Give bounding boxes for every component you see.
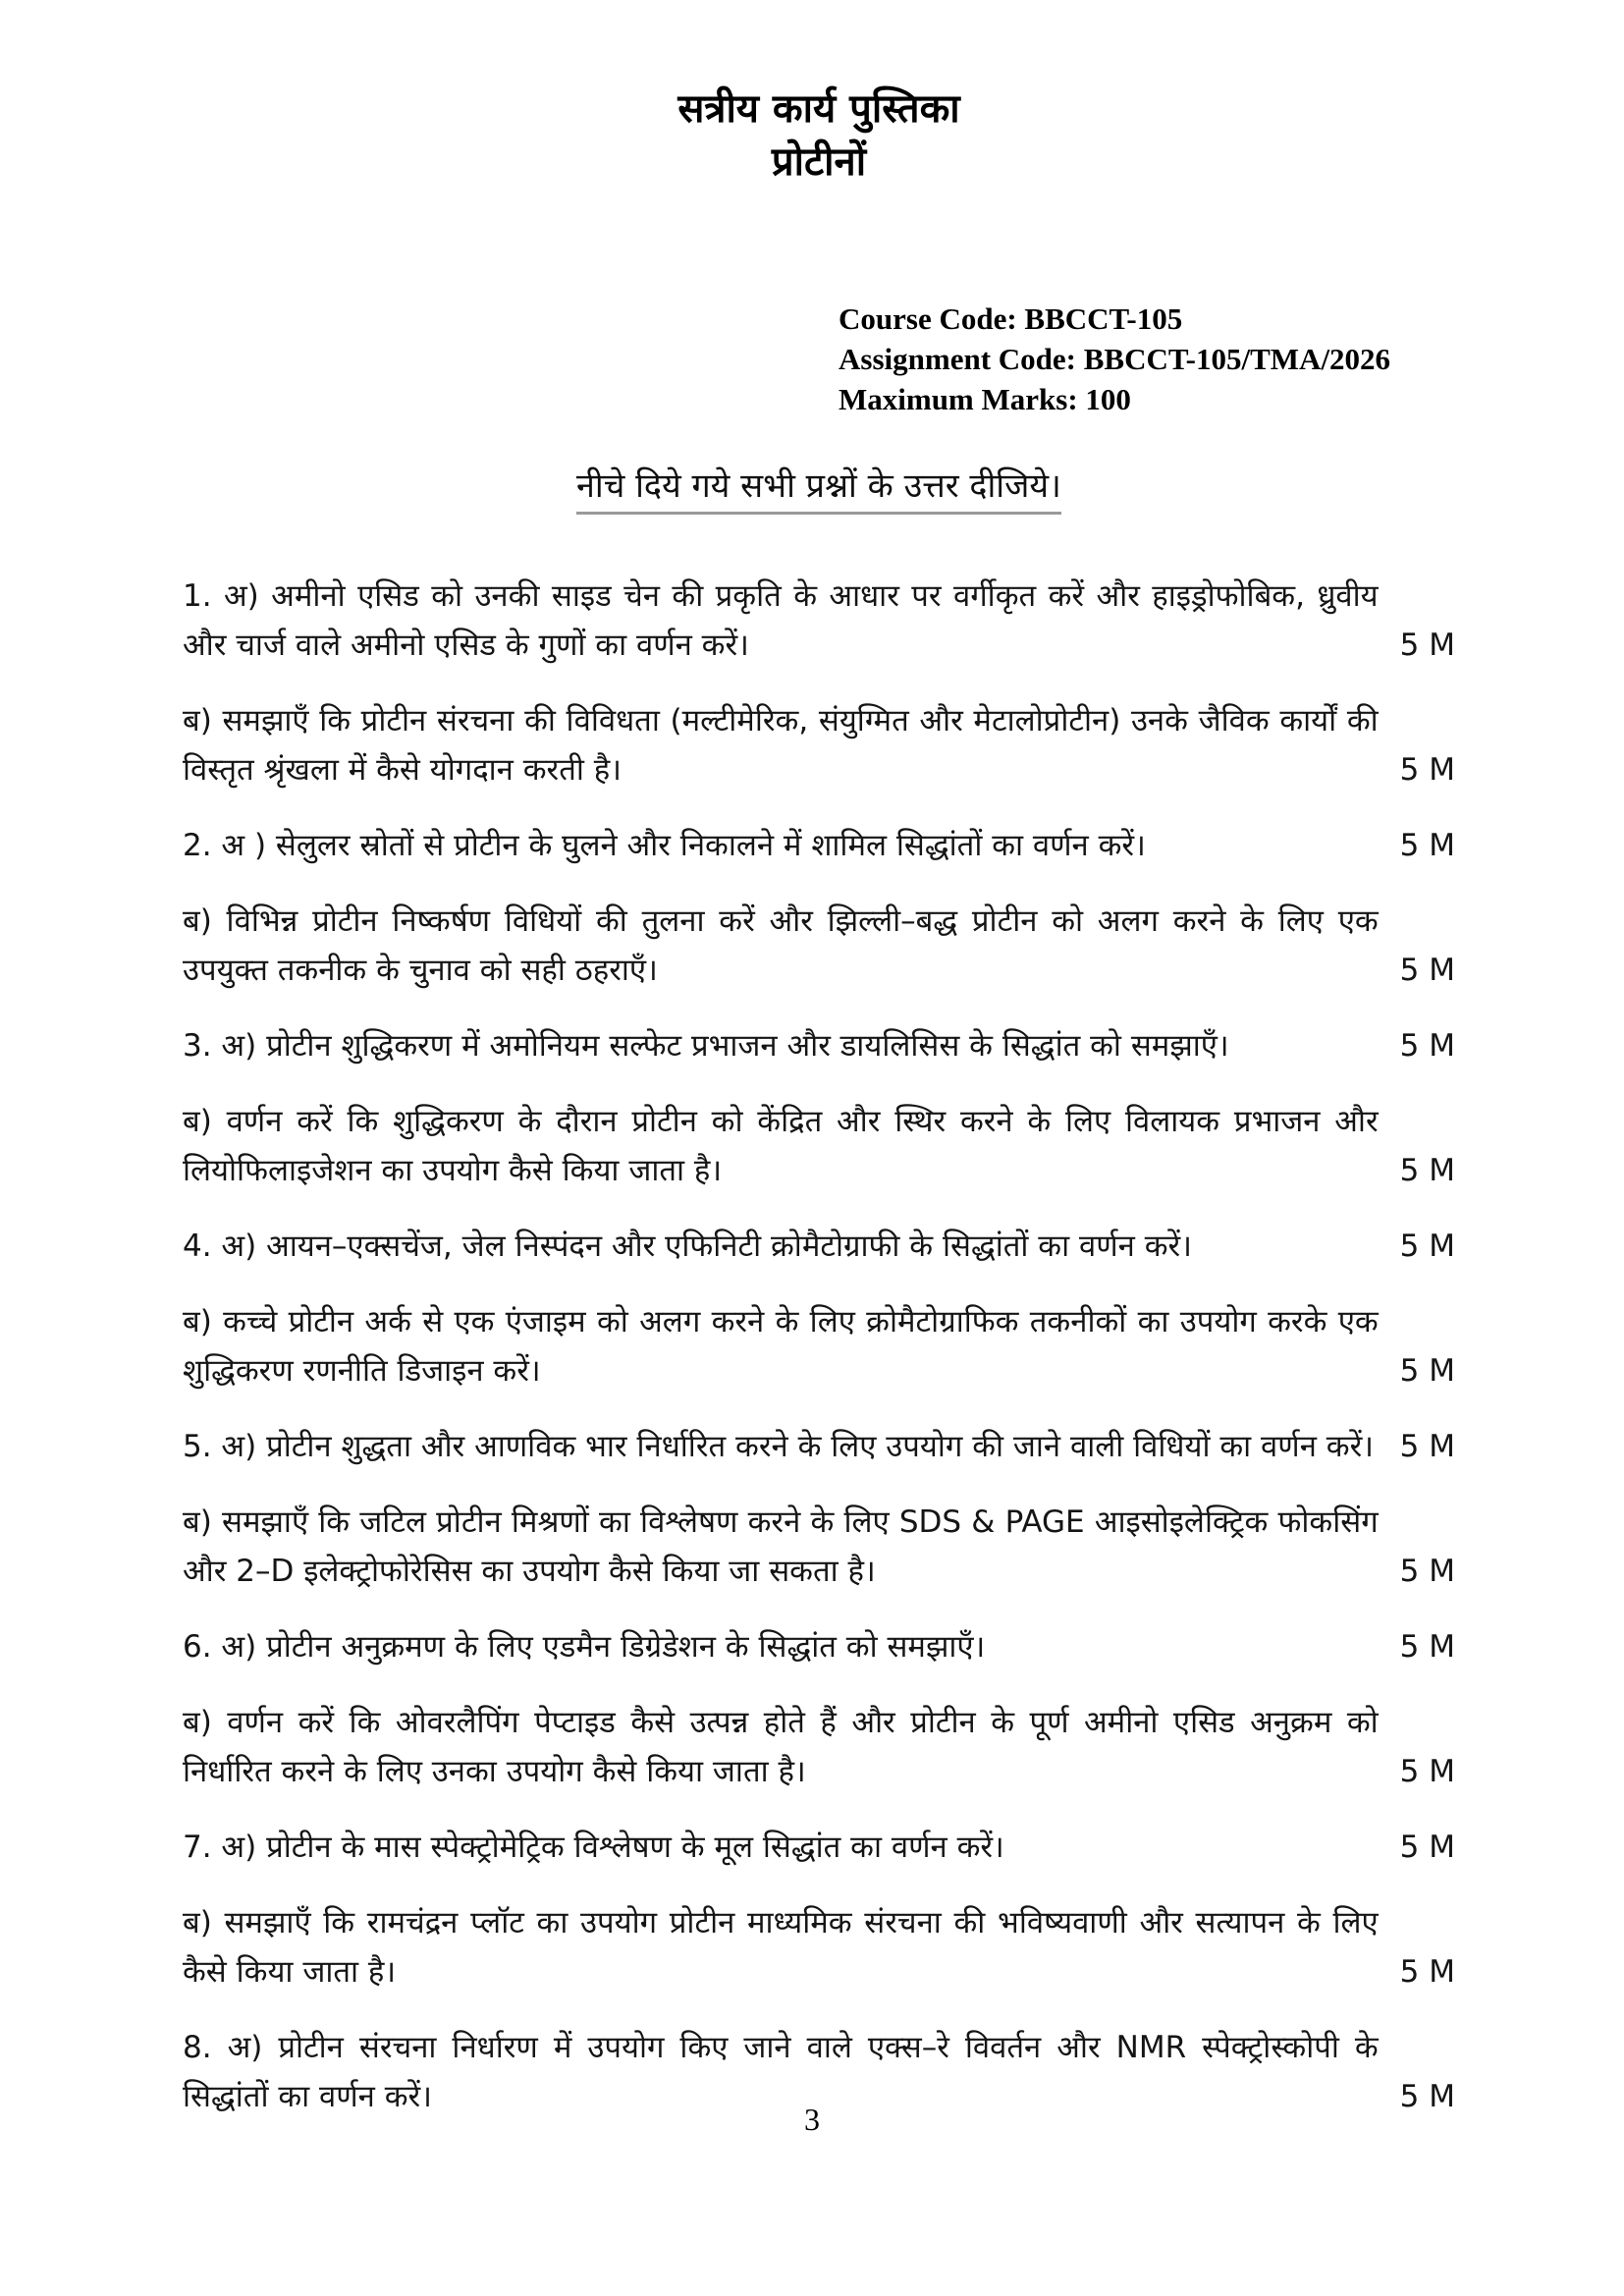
- question-marks: 5 M: [1399, 1954, 1455, 1990]
- course-code: Course Code: BBCCT-105: [839, 301, 1183, 336]
- question-7-part-b: [183, 1898, 1455, 1996]
- question-text: 7. अ) प्रोटीन के मास स्पेक्ट्रोमेट्रिक विश्लेषण के मूल सिद्धांत का वर्णन करें।: [183, 1830, 1004, 1865]
- document-content: [183, 0, 1455, 2121]
- question-text: 6. अ) प्रोटीन अनुक्रमण के लिए एडमैन डिग्रेडेशन के सिद्धांत को समझाएँ।: [183, 1629, 986, 1665]
- question-marks: 5 M: [1399, 1754, 1455, 1789]
- question-marks: 5 M: [1399, 752, 1455, 788]
- question-text: 2. अ ) सेलुलर स्रोतों से प्रोटीन के घुलने और निकालने में शामिल सिद्धांतों का वर्णन करें।: [183, 828, 1146, 863]
- question-marks: 5 M: [1399, 828, 1455, 863]
- question-5-part-a: [183, 1422, 1455, 1471]
- question-marks: 5 M: [1399, 2079, 1455, 2114]
- question-marks: 5 M: [1399, 1028, 1455, 1064]
- question-text: ब) समझाएँ कि रामचंद्रन प्लॉट का उपयोग प्रोटीन माध्यमिक संरचना की भविष्यवाणी और सत्यापन के लिए कैसे किया जाता है।: [183, 1905, 1379, 1990]
- question-4-part-b: [183, 1297, 1455, 1395]
- question-text: ब) विभिन्न प्रोटीन निष्कर्षण विधियों की तुलना करें और झिल्ली–बद्ध प्रोटीन को अलग करने के लिए एक उपयुक्त तकनीक के चुनाव को सही ठहराएँ।: [183, 903, 1379, 988]
- assignment-code: Assignment Code: BBCCT-105/TMA/2026: [839, 342, 1391, 376]
- instruction-wrap: [183, 465, 1455, 515]
- question-marks: 5 M: [1399, 1153, 1455, 1188]
- question-marks: 5 M: [1399, 1229, 1455, 1264]
- question-1-part-a: [183, 572, 1455, 670]
- question-text: ब) समझाएँ कि प्रोटीन संरचना की विविधता (मल्टीमेरिक, संयुग्मित और मेटालोप्रोटीन) उनके जैविक कार्यों की विस्तृत श्रृंखला में कैसे योगदान करती है।: [183, 703, 1379, 788]
- assignment-meta: [839, 299, 1455, 419]
- question-text: ब) समझाएँ कि जटिल प्रोटीन मिश्रणों का विश्लेषण करने के लिए SDS & PAGE आइसोइलेक्ट्रिक फोकसिंग और 2–D इलेक्ट्रोफोरेसिस का उपयोग कैसे किया जा सकता है।: [183, 1504, 1379, 1589]
- question-text: 5. अ) प्रोटीन शुद्धता और आणविक भार निर्धारित करने के लिए उपयोग की जाने वाली विधियों का वर्णन करें।: [183, 1429, 1374, 1464]
- question-4-part-a: [183, 1222, 1455, 1271]
- question-text: 1. अ) अमीनो एसिड को उनकी साइड चेन की प्रकृति के आधार पर वर्गीकृत करें और हाइड्रोफोबिक, ध्रुवीय और चार्ज वाले अमीनो एसिड के गुणों का वर्णन करें।: [183, 578, 1379, 663]
- question-2-part-b: [183, 897, 1455, 995]
- question-marks: 5 M: [1399, 953, 1455, 988]
- question-3-part-b: [183, 1097, 1455, 1195]
- question-text: 3. अ) प्रोटीन शुद्धिकरण में अमोनियम सल्फेट प्रभाजन और डायलिसिस के सिद्धांत को समझाएँ।: [183, 1028, 1229, 1064]
- page-number: 3: [804, 2102, 820, 2137]
- question-text: 8. अ) प्रोटीन संरचना निर्धारण में उपयोग किए जाने वाले एक्स–रे विवर्तन और NMR स्पेक्ट्रोस्कोपी के सिद्धांतों का वर्णन करें।: [183, 2030, 1379, 2114]
- question-list: [183, 572, 1455, 2121]
- title-line-2: प्रोटीनों: [771, 139, 867, 185]
- question-6-part-b: [183, 1698, 1455, 1796]
- question-marks: 5 M: [1399, 1629, 1455, 1665]
- question-1-part-b: [183, 696, 1455, 794]
- question-text: 4. अ) आयन–एक्सचेंज, जेल निस्पंदन और एफिनिटी क्रोमैटोग्राफी के सिद्धांतों का वर्णन करें।: [183, 1229, 1192, 1264]
- document-title: [183, 82, 1455, 189]
- question-2-part-a: [183, 821, 1455, 870]
- question-marks: 5 M: [1399, 1353, 1455, 1389]
- question-6-part-a: [183, 1622, 1455, 1671]
- question-marks: 5 M: [1399, 1830, 1455, 1865]
- question-3-part-a: [183, 1021, 1455, 1070]
- question-text: ब) वर्णन करें कि शुद्धिकरण के दौरान प्रोटीन को केंद्रित और स्थिर करने के लिए विलायक प्रभाजन और लियोफिलाइजेशन का उपयोग कैसे किया जाता है।: [183, 1104, 1379, 1188]
- question-marks: 5 M: [1399, 628, 1455, 663]
- question-marks: 5 M: [1399, 1429, 1455, 1464]
- title-line-1: सत्रीय कार्य पुस्तिका: [677, 86, 960, 132]
- maximum-marks: Maximum Marks: 100: [839, 382, 1131, 416]
- question-text: ब) कच्चे प्रोटीन अर्क से एक एंजाइम को अलग करने के लिए क्रोमैटोग्राफिक तकनीकों का उपयोग करके एक शुद्धिकरण रणनीति डिजाइन करें।: [183, 1304, 1379, 1389]
- question-marks: 5 M: [1399, 1554, 1455, 1589]
- question-text: ब) वर्णन करें कि ओवरलैपिंग पेप्टाइड कैसे उत्पन्न होते हैं और प्रोटीन के पूर्ण अमीनो एसिड अनुक्रम को निर्धारित करने के लिए उनका उपयोग कैसे किया जाता है।: [183, 1705, 1379, 1789]
- question-7-part-a: [183, 1823, 1455, 1872]
- instruction-text: नीचे दिये गये सभी प्रश्नों के उत्तर दीजिये।: [576, 465, 1061, 515]
- question-5-part-b: [183, 1498, 1455, 1596]
